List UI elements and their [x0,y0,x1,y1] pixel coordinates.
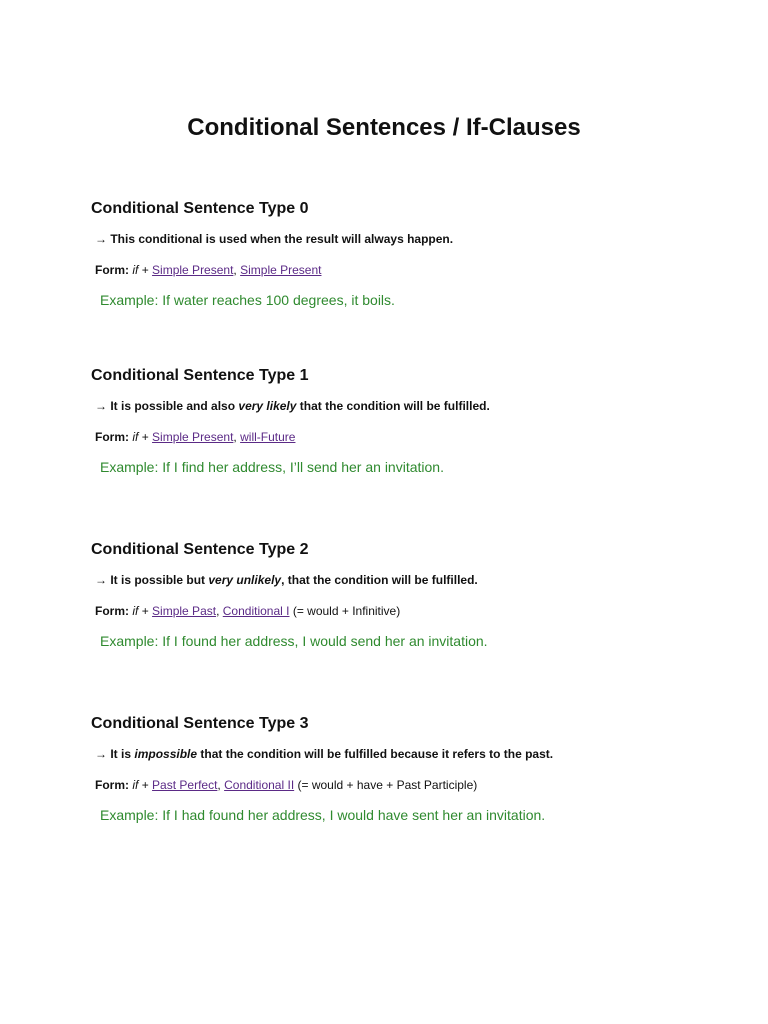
form-plus: + [141,430,149,444]
form-label: Form: [95,778,129,792]
description-text-end: that the condition will be fulfilled. [299,399,490,413]
form-label: Form: [95,263,129,277]
page-title: Conditional Sentences / If-Clauses [187,114,581,141]
section-heading: Conditional Sentence Type 2 [91,541,309,558]
arrow-icon: → [95,399,107,413]
simple-present-link[interactable]: Simple Present [152,263,234,277]
section-heading: Conditional Sentence Type 3 [91,715,309,732]
form-line [95,777,477,793]
example-sentence: Example: If water reaches 100 degrees, it boils. [100,292,395,308]
form-if: if [132,263,139,277]
form-if: if [132,430,139,444]
section-description [95,572,478,588]
arrow-icon: → [95,232,107,246]
form-separator: , [217,778,221,792]
example-sentence: Example: If I found her address, I would send her an invitation. [100,633,488,649]
form-line [95,262,321,278]
form-explanation: (= would + have + Past Participle) [297,778,478,792]
form-label: Form: [95,604,129,618]
description-text: It is [110,747,132,761]
form-line [95,603,400,619]
section-description [95,231,453,247]
description-emphasis: very likely [238,399,297,413]
simple-present-link-2[interactable]: Simple Present [240,263,322,277]
description-emphasis: very unlikely [208,573,282,587]
section-description [95,398,490,414]
form-separator: , [233,263,237,277]
section-heading: Conditional Sentence Type 1 [91,367,309,384]
form-plus: + [141,604,149,618]
form-if: if [132,778,139,792]
arrow-icon: → [95,747,107,761]
form-separator: , [233,430,237,444]
description-emphasis: impossible [134,747,198,761]
description-text: This conditional is used when the result will always happen. [110,232,454,246]
description-text-end: that the condition will be fulfilled because it refers to the past. [200,747,554,761]
example-sentence: Example: If I find her address, I’ll send her an invitation. [100,459,444,475]
description-text: It is possible but [110,573,206,587]
form-label: Form: [95,430,129,444]
simple-present-link[interactable]: Simple Present [152,430,234,444]
conditional-ii-link[interactable]: Conditional II [224,778,295,792]
description-text-end: , that the condition will be fulfilled. [281,573,478,587]
form-line [95,429,295,445]
form-plus: + [141,263,149,277]
conditional-i-link[interactable]: Conditional I [222,604,290,618]
form-explanation: (= would + Infinitive) [292,604,401,618]
example-sentence: Example: If I had found her address, I would have sent her an invitation. [100,807,546,823]
section-heading: Conditional Sentence Type 0 [91,200,309,217]
form-separator: , [216,604,220,618]
section-description [95,746,553,762]
arrow-icon: → [95,573,107,587]
form-plus: + [141,778,149,792]
will-future-link[interactable]: will-Future [240,430,296,444]
past-perfect-link[interactable]: Past Perfect [152,778,218,792]
simple-past-link[interactable]: Simple Past [152,604,217,618]
form-if: if [132,604,139,618]
description-text: It is possible and also [110,399,236,413]
